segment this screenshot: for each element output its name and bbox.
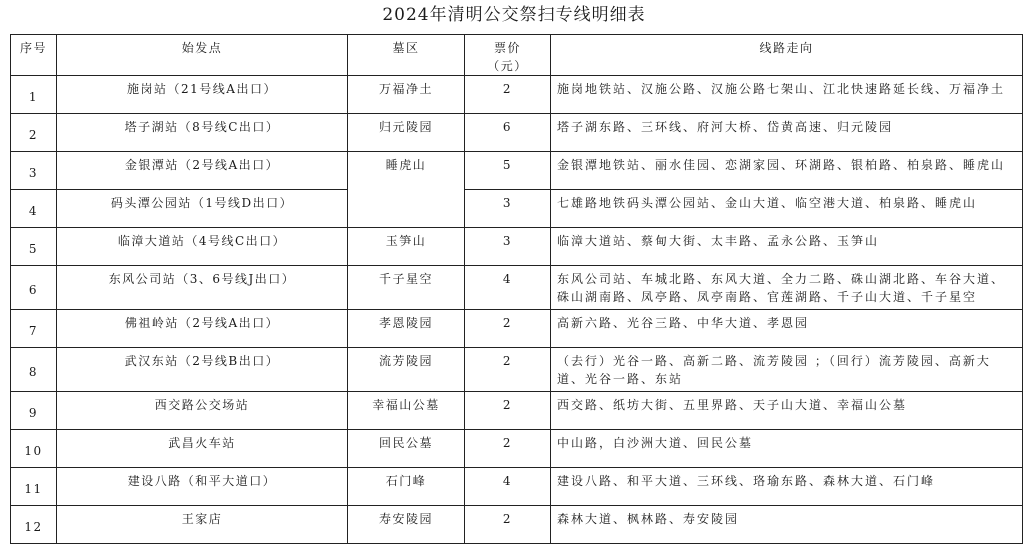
row-fare: 2: [465, 506, 551, 544]
row-route: 临漳大道站、蔡甸大街、太丰路、孟永公路、玉笋山: [551, 228, 1023, 266]
row-index: 6: [11, 266, 57, 310]
row-index: 9: [11, 392, 57, 430]
row-origin: 金银潭站（2号线A出口）: [57, 152, 348, 190]
row-route: 高新六路、光谷三路、中华大道、孝恩园: [551, 310, 1023, 348]
row-index: 11: [11, 468, 57, 506]
table-row: [11, 114, 1023, 152]
route-table: [10, 34, 1023, 544]
table-row: [11, 228, 1023, 266]
table-row: [11, 190, 1023, 228]
row-cemetery: 孝恩陵园: [348, 310, 465, 348]
row-cemetery: 千子星空: [348, 266, 465, 310]
row-origin: 西交路公交场站: [57, 392, 348, 430]
table-row: [11, 310, 1023, 348]
row-cemetery: 归元陵园: [348, 114, 465, 152]
table-row: [11, 468, 1023, 506]
row-fare: 6: [465, 114, 551, 152]
row-cemetery: 幸福山公墓: [348, 392, 465, 430]
row-fare: 2: [465, 310, 551, 348]
row-fare: 2: [465, 392, 551, 430]
row-cemetery: 寿安陵园: [348, 506, 465, 544]
header-fare-unit: （元）: [487, 59, 528, 73]
table-row: [11, 266, 1023, 310]
row-origin: 码头潭公园站（1号线D出口）: [57, 190, 348, 228]
row-origin: 塔子湖站（8号线C出口）: [57, 114, 348, 152]
row-cemetery: 回民公墓: [348, 430, 465, 468]
row-route: 建设八路、和平大道、三环线、珞瑜东路、森林大道、石门峰: [551, 468, 1023, 506]
row-route: 施岗地铁站、汉施公路、汉施公路七架山、江北快速路延长线、万福净土: [551, 76, 1023, 114]
row-fare: 2: [465, 76, 551, 114]
row-origin: 佛祖岭站（2号线A出口）: [57, 310, 348, 348]
page-title: 2024年清明公交祭扫专线明细表: [382, 5, 646, 25]
table-row: [11, 506, 1023, 544]
row-cemetery: 石门峰: [348, 468, 465, 506]
row-route: 七雄路地铁码头潭公园站、金山大道、临空港大道、柏泉路、睡虎山: [551, 190, 1023, 228]
row-index: 1: [11, 76, 57, 114]
row-fare: 2: [465, 430, 551, 468]
row-fare: 4: [465, 266, 551, 310]
row-fare: 4: [465, 468, 551, 506]
row-origin: 施岗站（21号线A出口）: [57, 76, 348, 114]
row-index: 2: [11, 114, 57, 152]
row-index: 8: [11, 348, 57, 392]
table-row: [11, 430, 1023, 468]
row-route: 森林大道、枫林路、寿安陵园: [551, 506, 1023, 544]
row-route: 金银潭地铁站、丽水佳园、恋湖家园、环湖路、银柏路、柏泉路、睡虎山: [551, 152, 1023, 190]
row-index: 4: [11, 190, 57, 228]
header-index: 序号: [11, 35, 57, 76]
header-route: 线路走向: [551, 35, 1023, 76]
row-route: 中山路，白沙洲大道、回民公墓: [551, 430, 1023, 468]
table-row: [11, 76, 1023, 114]
row-fare: 3: [465, 228, 551, 266]
row-origin: 武汉东站（2号线B出口）: [57, 348, 348, 392]
row-cemetery: 玉笋山: [348, 228, 465, 266]
row-cemetery: 睡虎山: [348, 152, 465, 228]
table-row: [11, 348, 1023, 392]
row-index: 10: [11, 430, 57, 468]
row-origin: 王家店: [57, 506, 348, 544]
row-fare: 5: [465, 152, 551, 190]
row-route: 东风公司站、车城北路、东风大道、全力二路、硃山湖北路、车谷大道、硃山湖南路、凤亭路、凤亭南路、官莲湖路、千子山大道、千子星空: [551, 266, 1023, 310]
table-row: [11, 152, 1023, 190]
table-row: [11, 392, 1023, 430]
row-index: 5: [11, 228, 57, 266]
row-origin: 临漳大道站（4号线C出口）: [57, 228, 348, 266]
row-origin: 东风公司站（3、6号线J出口）: [57, 266, 348, 310]
row-index: 12: [11, 506, 57, 544]
row-route: 西交路、纸坊大街、五里界路、天子山大道、幸福山公墓: [551, 392, 1023, 430]
row-cemetery: 流芳陵园: [348, 348, 465, 392]
row-fare: 3: [465, 190, 551, 228]
row-origin: 武昌火车站: [57, 430, 348, 468]
row-route: 塔子湖东路、三环线、府河大桥、岱黄高速、归元陵园: [551, 114, 1023, 152]
row-index: 3: [11, 152, 57, 190]
row-route: （去行）光谷一路、高新二路、流芳陵园 ；（回行）流芳陵园、高新大道、光谷一路、东站: [551, 348, 1023, 392]
header-cemetery: 墓区: [348, 35, 465, 76]
row-index: 7: [11, 310, 57, 348]
row-fare: 2: [465, 348, 551, 392]
header-origin: 始发点: [57, 35, 348, 76]
header-fare-label: 票价: [493, 41, 521, 55]
table-header-row: [11, 35, 1023, 76]
row-origin: 建设八路（和平大道口）: [57, 468, 348, 506]
row-cemetery: 万福净土: [348, 76, 465, 114]
header-fare: [465, 35, 551, 76]
